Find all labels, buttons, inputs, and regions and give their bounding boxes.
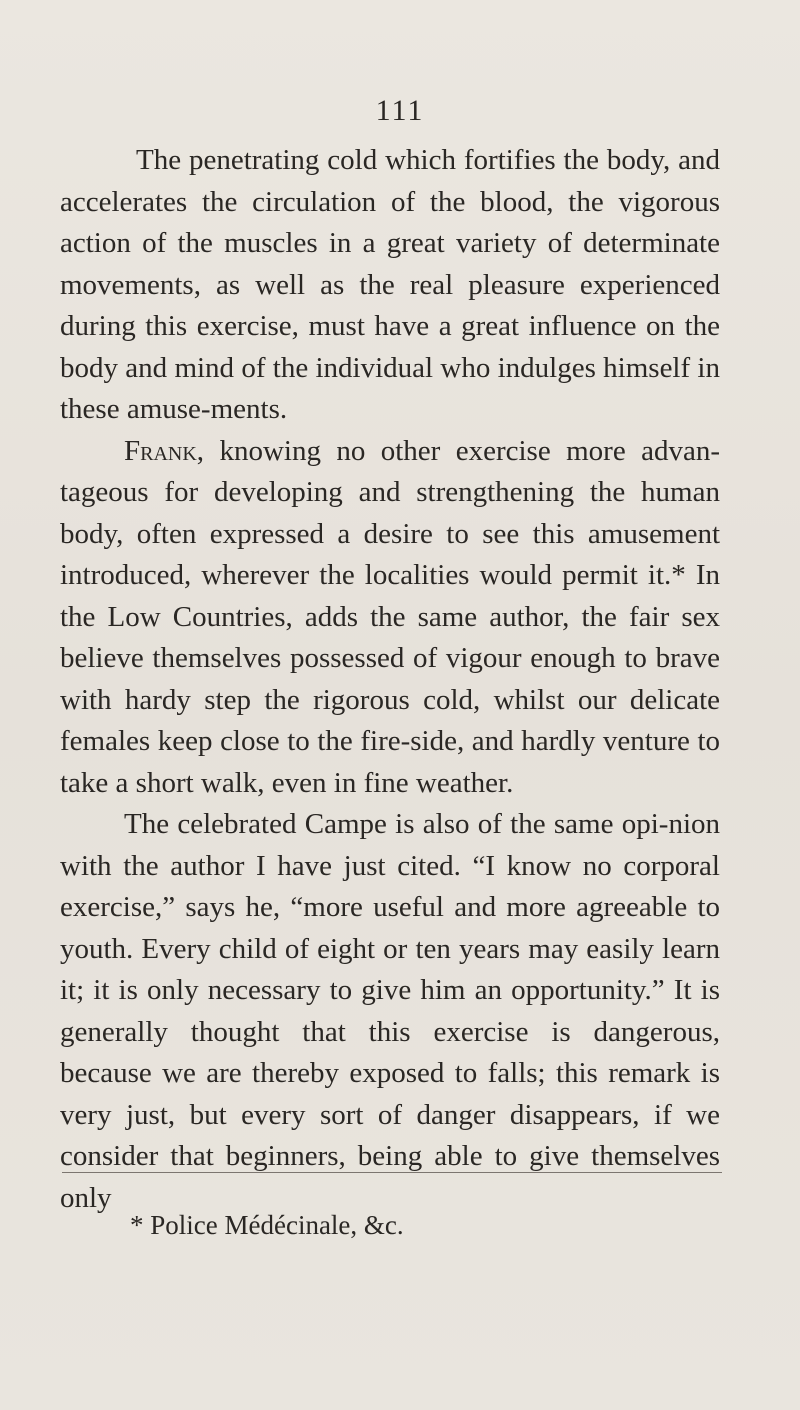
- footnote-rule: [62, 1172, 722, 1173]
- footnote: * Police Médécinale, &c.: [130, 1210, 404, 1240]
- body-text: [60, 140, 720, 1219]
- page-number: 111: [375, 94, 425, 127]
- paragraph-2-text: knowing no other exercise more advan-tageous for developing and strengthening the human body, often expressed a desire to see this amusement introduced, wherever the localities would permit it.* In the Low Countries, adds the same author, the fair sex believe themselves possessed of vigour enough to brave with hardy step the rigorous cold, whilst our delicate females keep close to the fire-side, and hardly venture to take a short walk, even in fine weather.: [60, 434, 720, 799]
- paragraph-3-text: The celebrated Campe is also of the same opi-nion with the author I have just cited. “I know no corporal exercise,” says he, “more useful and more agreeable to youth. Every child of eight or ten years may easily learn it; it is only necessary to give him an opportunity.” It is generally thought that this exercise is dangerous, because we are thereby exposed to falls; this remark is very just, but every sort of danger disappears, if we consider that beginners, being able to give themselves only: [60, 808, 720, 1214]
- paragraph-2-lead: Frank,: [124, 434, 205, 467]
- paragraph-1-text: The penetrating cold which fortifies the body, and accelerates the circulation of the blood, the vigorous action of the muscles in a great variety of determinate movements, as well as the real pleasure experienced during this exercise, must have a great influence on the body and mind of the individual who indulges himself in these amuse-ments.: [60, 144, 720, 425]
- paragraph-3: [60, 804, 720, 1219]
- paragraph-2: [60, 431, 720, 805]
- paragraph-1: [60, 140, 720, 431]
